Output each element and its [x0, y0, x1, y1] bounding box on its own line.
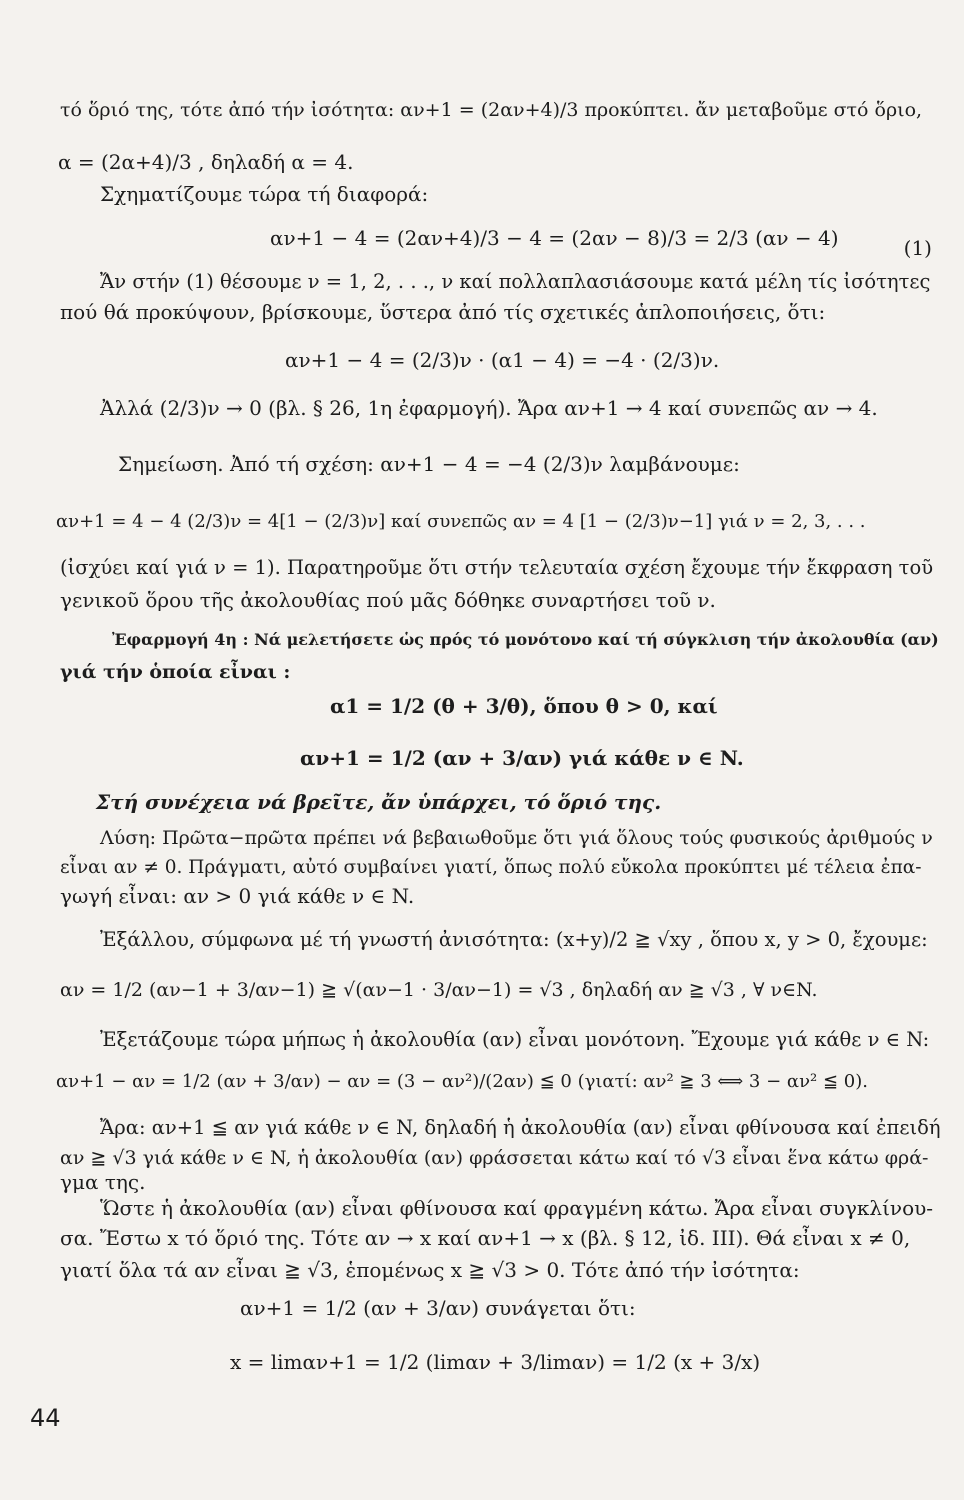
equation-number: (1): [903, 236, 932, 260]
text-line: αν ≧ √3 γιά κάθε ν ∈ N, ἡ ἀκολουθία (αν) φράσσεται κάτω καί τό √3 εἶναι ἕνα κάτω φρά-: [60, 1147, 929, 1169]
text-line: α = (2α+4)/3 , δηλαδή α = 4.: [58, 150, 354, 174]
equation: αν+1 = 1/2 (αν + 3/αν) γιά κάθε ν ∈ N.: [300, 746, 744, 770]
text-line: γιατί ὅλα τά αν εἶναι ≧ √3, ἑπομένως x ≧ √3 > 0. Τότε ἀπό τήν ἰσότητα:: [60, 1258, 800, 1282]
text-line: τό ὅριό της, τότε ἀπό τήν ἰσότητα: αν+1 = (2αν+4)/3 προκύπτει. ἄν μεταβοῦμε στό ὅριο,: [60, 99, 923, 121]
equation: αν+1 = 1/2 (αν + 3/αν) συνάγεται ὅτι:: [240, 1296, 636, 1320]
text-line: γιά τήν ὁποία εἶναι :: [60, 661, 291, 683]
text-line: Ὥστε ἡ ἀκολουθία (αν) εἶναι φθίνουσα καί φραγμένη κάτω. Ἄρα εἶναι συγκλίνου-: [100, 1196, 934, 1220]
equation: αν+1 − 4 = (2αν+4)/3 − 4 = (2αν − 8)/3 = 2/3 (αν − 4): [270, 226, 839, 250]
text-line: Ἄρα: αν+1 ≦ αν γιά κάθε ν ∈ N, δηλαδή ἡ ἀκολουθία (αν) εἶναι φθίνουσα καί ἐπειδή: [100, 1116, 941, 1139]
equation: x = limαν+1 = 1/2 (limαν + 3/limαν) = 1/2 (x + 3/x): [230, 1350, 761, 1374]
text-line: (ἰσχύει καί γιά ν = 1). Παρατηροῦμε ὅτι στήν τελευταία σχέση ἔχουμε τήν ἔκφραση τοῦ: [60, 556, 934, 579]
page-number: 44: [30, 1404, 61, 1432]
text-line: εἶναι αν ≠ 0. Πράγματι, αὐτό συμβαίνει γιατί, ὅπως πολύ εὔκολα προκύπτει μέ τέλεια ἐπα-: [60, 857, 922, 878]
text-line: γμα της.: [60, 1170, 146, 1194]
equation: αν+1 − αν = 1/2 (αν + 3/αν) − αν = (3 − αν²)/(2αν) ≦ 0 (γιατί: αν² ≧ 3 ⟺ 3 − αν² ≦ 0).: [56, 1071, 868, 1092]
note-line: Σημείωση. Ἀπό τή σχέση: αν+1 − 4 = −4 (2/3)ν λαμβάνουμε:: [118, 452, 740, 476]
equation: αν+1 − 4 = (2/3)ν · (α1 − 4) = −4 · (2/3)ν.: [285, 348, 720, 372]
text-line: γωγή εἶναι: αν > 0 γιά κάθε ν ∈ N.: [60, 884, 415, 908]
text-line: πού θά προκύψουν, βρίσκουμε, ὕστερα ἀπό τίς σχετικές ἁπλοποιήσεις, ὅτι:: [60, 300, 826, 324]
text-line: Ἐξετάζουμε τώρα μήπως ἡ ἀκολουθία (αν) εἶναι μονότονη. Ἔχουμε γιά κάθε ν ∈ N:: [100, 1028, 930, 1051]
text-line: γενικοῦ ὅρου τῆς ἀκολουθίας πού μᾶς δόθηκε συναρτήσει τοῦ ν.: [60, 588, 716, 612]
text-line: Ἐξάλλου, σύμφωνα μέ τή γνωστή ἀνισότητα: (x+y)/2 ≧ √xy , ὅπου x, y > 0, ἔχουμε:: [100, 928, 928, 951]
equation: αν = 1/2 (αν−1 + 3/αν−1) ≧ √(αν−1 · 3/αν−1) = √3 , δηλαδή αν ≧ √3 , ∀ ν∈N.: [60, 979, 818, 1001]
equation: α1 = 1/2 (θ + 3/θ), ὅπου θ > 0, καί: [330, 694, 718, 718]
text-line: Ἄν στήν (1) θέσουμε ν = 1, 2, . . ., ν καί πολλαπλασιάσουμε κατά μέλη τίς ἰσότητες: [100, 270, 931, 293]
text-line: Στή συνέχεια νά βρεῖτε, ἄν ὑπάρχει, τό ὅριό της.: [96, 790, 662, 814]
equation: αν+1 = 4 − 4 (2/3)ν = 4[1 − (2/3)ν] καί συνεπῶς αν = 4 [1 − (2/3)ν−1] γιά ν = 2, 3, . . .: [56, 511, 866, 532]
exercise-heading: Ἐφαρμογή 4η : Νά μελετήσετε ὡς πρός τό μονότονο καί τή σύγκλιση τήν ἀκολουθία (αν): [112, 630, 939, 649]
text-line: Ἀλλά (2/3)ν → 0 (βλ. § 26, 1η ἐφαρμογή). Ἄρα αν+1 → 4 καί συνεπῶς αν → 4.: [100, 396, 878, 420]
solution-line: Λύση: Πρῶτα−πρῶτα πρέπει νά βεβαιωθοῦμε ὅτι γιά ὅλους τούς φυσικούς ἀριθμούς ν: [100, 827, 933, 849]
text-line: σα. Ἔστω x τό ὅριό της. Τότε αν → x καί αν+1 → x (βλ. § 12, ἰδ. III). Θά εἶναι x ≠ 0,: [60, 1226, 911, 1250]
text-line: Σχηματίζουμε τώρα τή διαφορά:: [100, 182, 429, 206]
